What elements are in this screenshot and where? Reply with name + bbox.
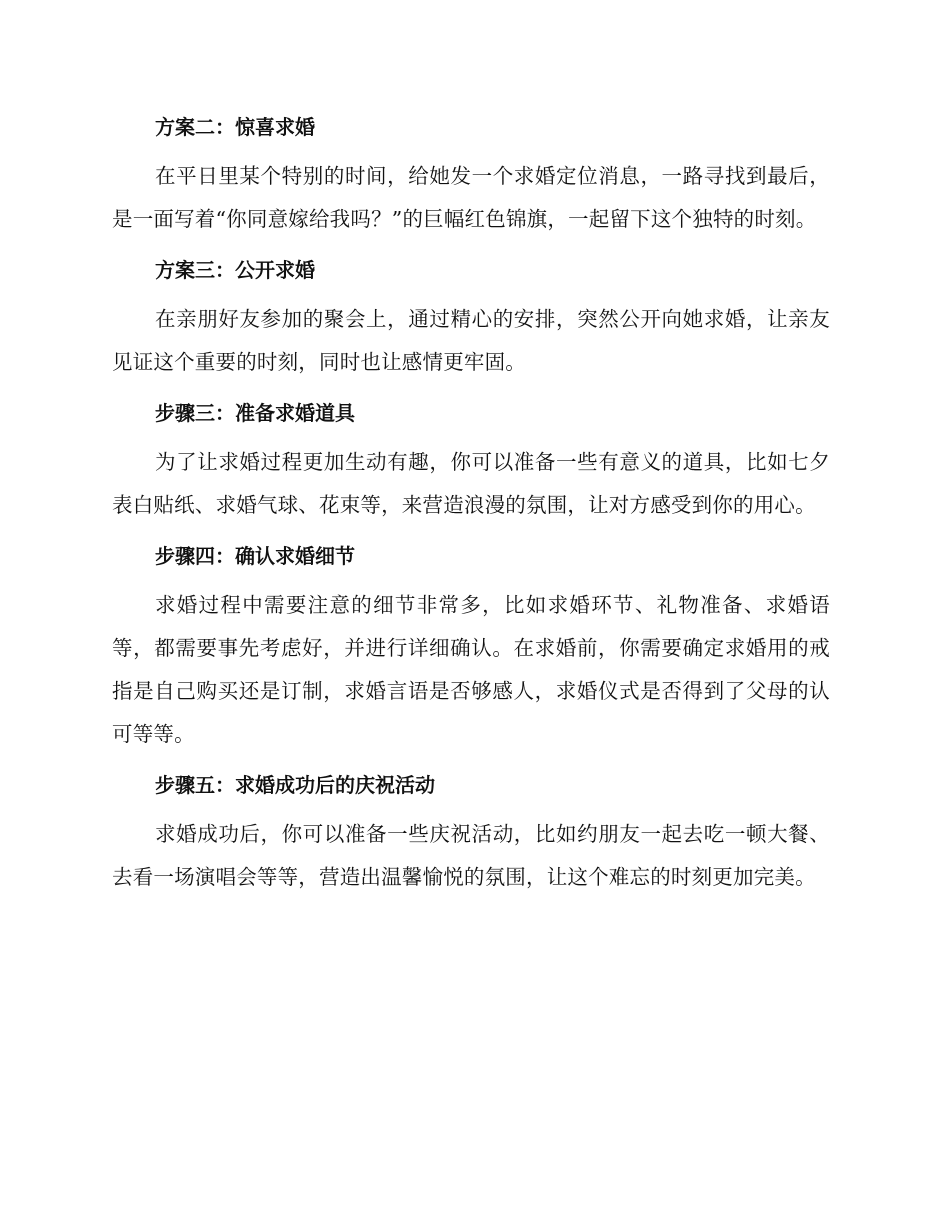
section-body-plan-3: 在亲朋好友参加的聚会上，通过精心的安排，突然公开向她求婚，让亲友见证这个重要的时刻，同时也让感情更牢固。 [112,307,830,374]
section-body-step-4: 求婚过程中需要注意的细节非常多，比如求婚环节、礼物准备、求婚语等，都需要事先考虑好，并进行详细确认。在求婚前，你需要确定求婚用的戒指是自己购买还是订制，求婚言语是否够感人，求婚仪式是否得到了父母的认可等等。 [112,593,830,746]
section-body-plan-2: 在平日里某个特别的时间，给她发一个求婚定位消息，一路寻找到最后，是一面写着“你同意嫁给我吗？”的巨幅红色锦旗，一起留下这个独特的时刻。 [112,164,830,231]
section-heading-plan-2: 方案二：惊喜求婚 [155,115,315,139]
section-heading-step-4: 步骤四：确认求婚细节 [155,544,355,568]
section-body-step-5: 求婚成功后，你可以准备一些庆祝活动，比如约朋友一起去吃一顿大餐、去看一场演唱会等等，营造出温馨愉悦的氛围，让这个难忘的时刻更加完美。 [112,822,830,889]
section-heading-step-3: 步骤三：准备求婚道具 [155,401,355,425]
document-body [112,106,830,907]
section-body-step-3: 为了让求婚过程更加生动有趣，你可以准备一些有意义的道具，比如七夕表白贴纸、求婚气球、花束等，来营造浪漫的氛围，让对方感受到你的用心。 [112,450,830,517]
section-heading-step-5: 步骤五：求婚成功后的庆祝活动 [155,773,435,797]
section-heading-plan-3: 方案三：公开求婚 [155,258,315,282]
